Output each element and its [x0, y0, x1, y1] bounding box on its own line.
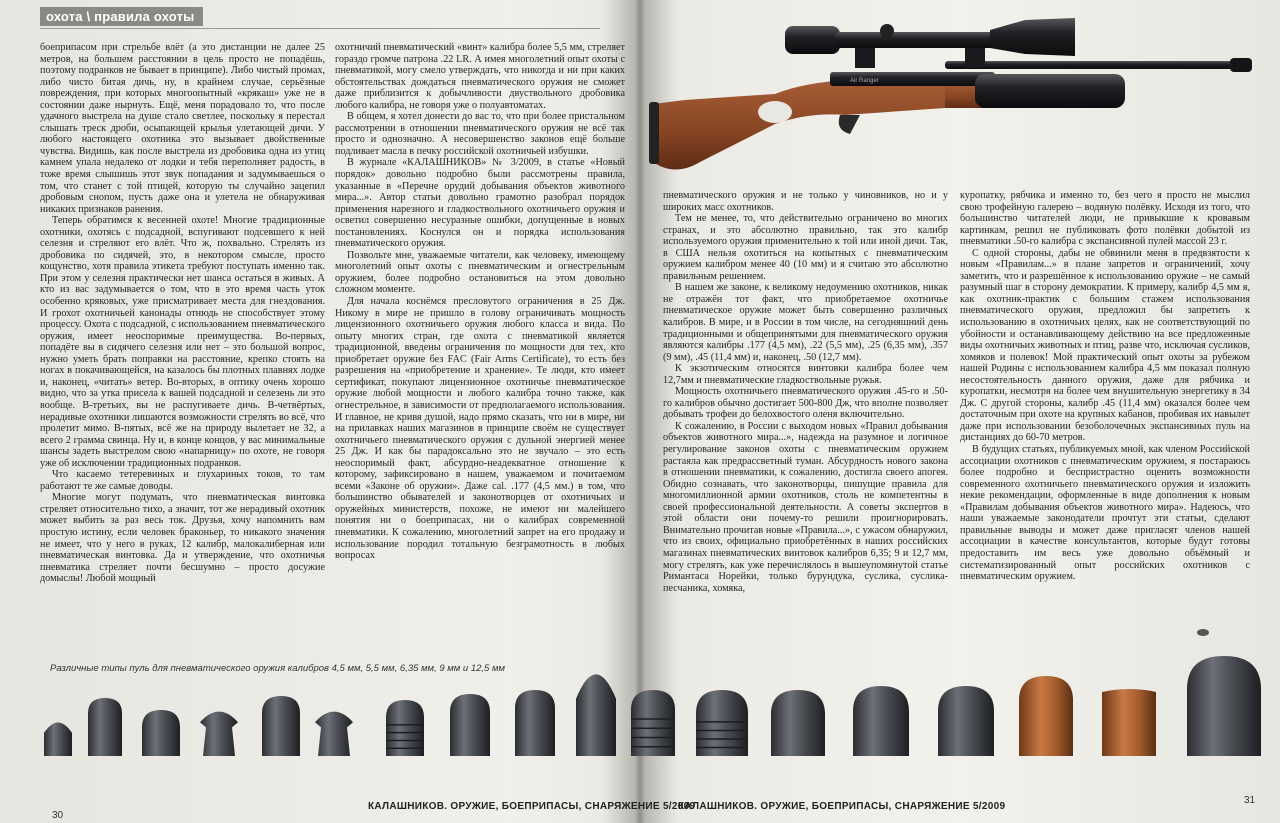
rubric-rule: [40, 28, 600, 29]
scope-eyepiece: [785, 26, 840, 54]
paragraph: Мощность охотничьего пневматического оружия .45-го и .50-го калибров обычно достигает 500-800 Дж, что вполне позволяет добывать трофеи до белохвостого оленя включительно.: [663, 386, 948, 421]
paragraph: С одной стороны, дабы не обвинили меня в предвзятости к новым «Правилам...» в плане запретов и ограничений, хочу заметить, что и разрешённое к использованию оружие – не самый разумный шаг в сторону демократии. К примеру, калибр 4,5 мм я, как охотник-практик с большим стажем использования пневматического оружия, предложил бы запретить к использованию в охотничьих целях, как не соответствующий по убойности и останавливающему действию на все предложенные виды охотничьих животных и птиц, разве что, исключая сусликов, хомяков и полевок! Мой практический опыт охоты за рубежом нашей Родины с использованием калибра 4,5 мм показал полную несостоятельность данного оружия, даже для рябчика и куропатки, несмотря на более чем внушительную энергетику в 34 Дж. С другой стороны, калибр .45 (11,4 мм) оказался более чем достаточным при охоте на крупных кабанов, пробивая их навылет даже при использовании безоболочечных экспансивных пуль на дистанциях до 60-70 метров.: [960, 247, 1250, 444]
paragraph: пневматического оружия и не только у чиновников, но и у широких масс охотников.: [663, 190, 948, 213]
pellet-4: [200, 712, 238, 756]
paragraph: куропатку, рябчика и именно то, без чего я просто не мыслил свою трофейную галерею – водяную полёвку. Исходя из того, что большинство читателей люди, не привыкшие к кровавым картинкам, решил не публиковать фото полёвки добытой из пневматики .50-го калибра с экспансивной пулей массой 23 г.: [960, 190, 1250, 248]
end-mark-icon: [1196, 628, 1210, 637]
paragraph: охотничий пневматический «винт» калибра более 5,5 мм, стреляет гораздо громче патрона .22 LR. А имея многолетний опыт охоты с пневматикой, могу смело утверждать, что никогда и ни при каких обстоятельствах дождаться пневматического оружия не сможет даже приблизится к добычливости двуствольного дробовика любого калибра, не говоря уже о полуавтоматах.: [335, 42, 625, 111]
pellet-12: [696, 690, 748, 756]
pellet-16: [1019, 676, 1073, 756]
air-cylinder: [975, 74, 1125, 108]
pellet-14: [853, 686, 909, 756]
pellet-13: [771, 690, 825, 756]
article-column-3: [663, 190, 948, 650]
paragraph: Позвольте мне, уважаемые читатели, как человеку, имеющему многолетний опыт охоты с пневматическим и огнестрельным оружием, более подробно остановиться на этом довольно сложном моменте.: [335, 249, 625, 296]
pellet-15: [938, 686, 994, 756]
rifle-stock: [653, 80, 945, 170]
rifle-barrel: [945, 61, 1245, 69]
pellet-10: [576, 674, 616, 756]
bullets-caption: Различные типы пуль для пневматического оружия калибров 4,5 мм, 5,5 мм, 6,35 мм, 9 мм и 12,5 мм: [50, 663, 506, 674]
article-column-1: [40, 42, 325, 585]
page-number-right: 31: [1244, 795, 1256, 806]
section-rubric: охота \ правила охоты: [40, 7, 203, 26]
pellet-2: [88, 698, 122, 756]
paragraph: Что касаемо тетеревиных и глухариных токов, то там работают те же самые доводы.: [40, 469, 325, 492]
article-column-4: [960, 190, 1250, 648]
paragraph: К сожалению, в России с выходом новых «Правил добывания объектов животного мира...», надежда на разумное и логичное регулирование законов охоты с пневматическим оружием растаяла как предрассветный туман. Абсурдность нового закона в отношении пневматики, к сожалению, достигла своего апогея. Обидно сознавать, что законотворцы, пишущие правила для многомиллионной армии охотников, столь не компетентны в своей профессиональной деятельности. А советы экспертов в этой области они почему-то решили проигнорировать. Внимательно прочитав новые «Правила...», с ужасом обнаружил, что из своих, официально приобретённых в наших российских магазинах пневматических винтовок калибров 6,35; 9 и 12,7 мм, могу стрелять, как уже перечислялось в вышеупомянутой статье Римантаса Норейки, только бурундука, суслика, суслика-песчаника, хомяка,: [663, 420, 948, 594]
scope-mount-front: [965, 46, 985, 68]
paragraph: Тем не менее, то, что действительно ограничено во многих странах, и это абсолютно правильно, так это калибр используемого оружия применительно к той или иной дичи. Так, в США нельзя охотиться на копытных с пневматическим оружием калибром менее 40 (10 мм) и я считаю это абсолютно правильным решением.: [663, 213, 948, 282]
pellet-17: [1102, 689, 1156, 756]
left-footer: КАЛАШНИКОВ. ОРУЖИЕ, БОЕПРИПАСЫ, СНАРЯЖЕНИЕ 5/2009: [368, 801, 696, 812]
scope-turret: [880, 24, 894, 38]
rifle-brand-label: Air Ranger: [850, 78, 879, 84]
pellet-8: [450, 694, 490, 756]
pellet-5: [262, 696, 300, 756]
paragraph: В будущих статьях, публикуемых мной, как членом Российской ассоциации охотников с пневматическим оружием, я постараюсь более подробно и беспристрастно оценить возможности современного охотничьего пневматического оружия и изложить некие рекомендации, оформленные в виде дополнения к новым «Правилам добывания объектов животного мира». Надеюсь, что наши уважаемые законодатели прочтут эти статьи, сделают правильные выводы и может даже пригласят членов нашей ассоциации в качестве консультантов, которые будут готовы предоставить им весь уже довольно объёмный и систематизированный опыт российских охотников с пневматическим оружием.: [960, 444, 1250, 583]
pellet-18: [1187, 656, 1261, 756]
paragraph: В журнале «КАЛАШНИКОВ» № 3/2009, в статье «Новый порядок» довольно подробно были рассмотрены правила, указанные в «Перечне орудий добывания объектов животного мира...». Автор статьи довольно грамотно разобрал порядок применения нарезного и гладкоствольного охотничьего оружия и осветил совершенно несуразные ошибки, допущенные в новых постановлениях. Коснулся он и порядка использования пневматического оружия.: [335, 157, 625, 250]
pellet-1: [44, 722, 72, 756]
stock-thumbhole: [758, 101, 792, 123]
paragraph: Для начала коснёмся пресловутого ограничения в 25 Дж. Никому в мире не пришло в голову ограничивать мощность лицензионного охотничьего оружия любого класса и вида. По опыту многих стран, где охота с пневматикой является традиционной, введены ограничения по мощности для тех, кто приобретает оружие без FAC (Fair Arms Certificate), то есть без разрешения на «приобретение и хранение». Те люди, кто имеет сертификат, покупают лицензионное охотничье пневматическое оружие любой мощности и любого калибра точно также, как огнестрельное, в зависимости от предполагаемого использования. И главное, не кривя душой, надо прямо сказать, что ни в мире, ни на прилавках наших магазинов в принципе своём не существует охотничьего пневматического оружия с дульной энергией менее 25 Дж. И как бы парадоксально это не звучало – это есть неоспоримый факт, абсурдно-неадекватное отношение к которому, зафиксировано в нашем, уважаемом и почитаемом всеми «Законе об оружии». Даже cal. .177 (4,5 мм.) в том, что большинство обывателей и законотворцев от охотничьих и оружейных министерств, похоже, не имеют ни малейшего понятия ни о боеприпасах, ни о калибрах современной пневматики. К сожалению, многолетний запрет на его продажу и использование породил тотальную безграмотность в любых вопросах: [335, 296, 625, 562]
page-number-left: 30: [52, 810, 64, 821]
pellet-3: [142, 710, 180, 756]
paragraph: Многие могут подумать, что пневматическая винтовка стреляет относительно тихо, а значит, тот же нерадивый охотник может выбить за раз весь ток. Друзья, хочу напомнить вам простую истину, если человек браконьер, то никакого значения не имеет, что у него в руках, 12 калибр, малокалиберная или пневматическая винтовка. Да и утверждение, что охотничья пневматика стреляет почти бесшумно – просто досужие домыслы! Любой мощный: [40, 492, 325, 585]
right-footer: КАЛАШНИКОВ. ОРУЖИЕ, БОЕПРИПАСЫ, СНАРЯЖЕНИЕ 5/2009: [678, 801, 1006, 812]
paragraph: В общем, я хотел донести до вас то, что при более пристальном рассмотрении в отношении пневматического оружия не всё так просто и однозначно. А несовершенство законов ещё больше подливает масла в печку российской охотничьей избушки.: [335, 111, 625, 157]
butt-pad: [649, 102, 659, 164]
paragraph: В нашем же законе, к великому недоумению охотников, никак не отражён тот факт, что приобретаемое охотничье пневматическое оружие может быть совершенно различных калибров. В мире, и в России в том числе, на сегодняшний день традиционными и общепринятыми для пневматического оружия являются калибры .177 (4,5 мм), .22 (5,5 мм), .25 (6,35 мм), .357 (9 мм), .45 (11,4 мм) и, наконец, .50 (12,7 мм).: [663, 282, 948, 363]
scope-tube: [835, 32, 995, 48]
muzzle-brake: [1230, 58, 1252, 72]
scope-mount-rear: [855, 46, 875, 68]
paragraph: Теперь обратимся к весенней охоте! Многие традиционные охотники, охотясь с подсадной, вспугивают подсевшего к ней селезня и стреляют его влёт. Что ж, похвально. Стрелять из дробовика по сидячей, это, в некотором смысле, просто кощунство, хотя правила этикета требуют поступать именно так. При этом у селезня практически нет шанса остаться в живых. А кто из вас задумывается о том, что в это время часть уток особенно кряковых, уже присматривает места для гнездования. И грохот охотничьей канонады отнюдь не способствует этому процессу. Охота с подсадной, с использованием пневматического оружия, имеет неоспоримые преимущества. Во-первых, попадёте вы в сидячего селезня или нет – это большой вопрос, нужно уметь брать поправки на расстояние, крепко стоять на ногах в покачивающейся, на казалось бы плотных плавнях лодке и, наконец, «читать» ветер. Во-вторых, в оптику очень хорошо видно, что за утка присела к вашей подсадной и селезень ли это вообще. В-третьих, вы не распугиваете дичь. В-четвёртых, нерадивые охотники лишаются возможности стрелять во всё, что пролетит мимо. В-пятых, всё же на природу вылетает не 32, а всего 2 грамма свинца. Ну и, в конце концов, у вас минимальные шансы задеть выстрелом свою «напарницу» по охоте, не говоря уже об исключении традиционных подранков.: [40, 215, 325, 469]
air-rifle-photo: [645, 12, 1265, 182]
trigger-guard: [839, 115, 860, 134]
paragraph: К экзотическим относятся винтовки калибра более чем 12,7мм и пневматические гладкоствольные ружья.: [663, 363, 948, 386]
scope-objective: [990, 18, 1075, 56]
paragraph: боеприпасом при стрельбе влёт (а это дистанции не далее 25 метров, на большем расстоянии в цель просто не попадёшь, поэтому подранков не бывает в принципе). Либо чистый промах, либо чисто битая дичь, ну, в крайнем случае, серьёзные повреждения, при которых многоопытный «крякаш» уже не в состоянии даже нырнуть. Ещё, меня порадовало то, что после удачного выстрела на душе стало светлее, поскольку я перестал слышать треск дроби, осыпающей крылья улетающей дичи. У любого настоящего охотника это вызывает двойственные чувства. Видишь, как после выстрела из дробовика одна из утиц камнем упала недалеко от лодки и тебя переполняет радость, в тоже время слышишь этот звук попадания и задумываешься о том, что станет с той птицей, которую ты случайно зацепил дробовым снопом, пусть даже она и улетела не обнаруживая никаких признаков ранения.: [40, 42, 325, 215]
article-column-2: [335, 42, 625, 652]
pellet-6: [315, 712, 353, 756]
pellet-9: [515, 690, 555, 756]
pellets-lineup: [30, 640, 1270, 760]
